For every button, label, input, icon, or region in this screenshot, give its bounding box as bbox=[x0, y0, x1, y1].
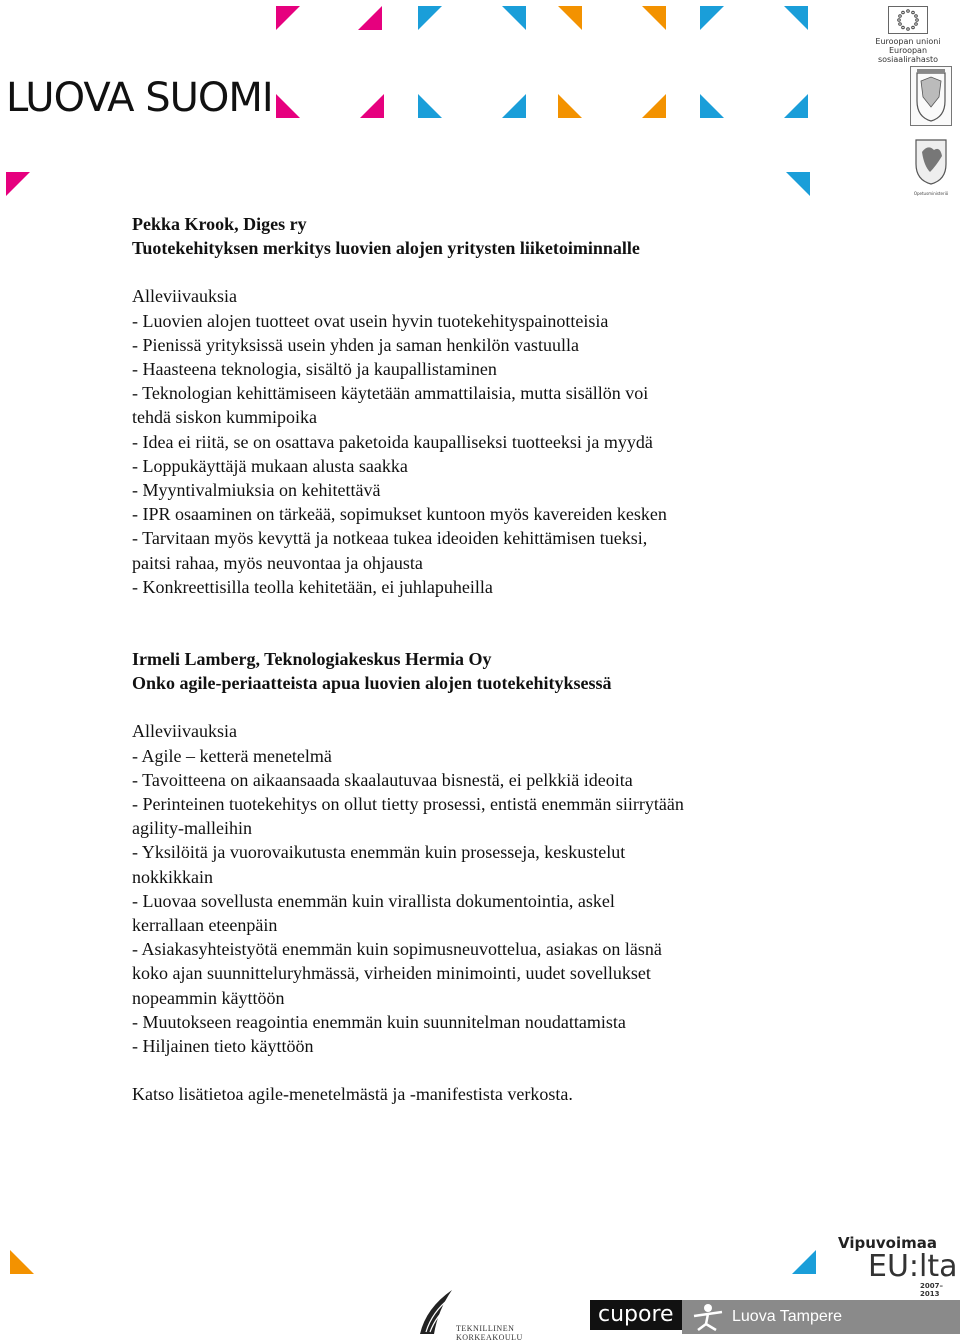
vipuvoimaa-eu: EU:lta bbox=[868, 1249, 958, 1284]
tkk-logo bbox=[416, 1288, 576, 1342]
ministry-crest-icon bbox=[910, 136, 952, 196]
tkk-text: TEKNILLINEN KORKEAKOULU bbox=[456, 1324, 523, 1342]
document-body bbox=[132, 212, 792, 1107]
list-item: - Konkreettisilla teolla kehitetään, ei juhlapuheilla bbox=[132, 576, 493, 597]
list-item: tehdä siskon kummipoika bbox=[132, 407, 317, 428]
triangle-decor bbox=[558, 6, 582, 30]
list-item: - Tavoitteena on aikaansaada skaalautuvaa bisnestä, ei pelkkiä ideoita bbox=[132, 769, 633, 790]
triangle-decor bbox=[642, 94, 666, 118]
triangle-decor bbox=[276, 94, 300, 118]
vipuvoimaa-logo bbox=[838, 1234, 956, 1298]
vipuvoimaa-years: 2007–2013 bbox=[920, 1282, 943, 1298]
list-item: - Pienissä yrityksissä usein yhden ja saman henkilön vastuulla bbox=[132, 334, 579, 355]
eu-flag-icon bbox=[888, 6, 928, 34]
triangle-decor bbox=[502, 6, 526, 30]
list-item: koko ajan suunnitteluryhmässä, virheiden minimointi, uudet sovellukset bbox=[132, 963, 651, 984]
triangle-decor bbox=[642, 6, 666, 30]
coat-of-arms-icon bbox=[910, 66, 952, 126]
closing-note: Katso lisätietoa agile-menetelmästä ja -manifestista verkosta. bbox=[132, 1084, 573, 1105]
list-item: - Haasteena teknologia, sisältö ja kaupallistaminen bbox=[132, 359, 497, 380]
speaker-name: Irmeli Lamberg, Teknologiakeskus Hermia Oy bbox=[132, 649, 492, 670]
triangle-decor bbox=[784, 6, 808, 30]
list-item: - Hiljainen tieto käyttöön bbox=[132, 1036, 314, 1057]
eu-caption-line2: Euroopan sosiaalirahasto bbox=[877, 46, 939, 64]
crest-caption: Opetusministeriö bbox=[913, 191, 949, 196]
list-item: - Tarvitaan myös kevyttä ja notkeaa tukea ideoiden kehittämisen tueksi, bbox=[132, 528, 648, 549]
triangle-decor bbox=[276, 6, 300, 30]
list-item: - Idea ei riitä, se on osattava paketoida kaupalliseksi tuotteeksi ja myydä bbox=[132, 431, 653, 452]
list-item: paitsi rahaa, myös neuvontaa ja ohjausta bbox=[132, 552, 423, 573]
list-item: - IPR osaaminen on tärkeää, sopimukset kuntoon myös kavereiden kesken bbox=[132, 504, 667, 525]
list-item: - Perinteinen tuotekehitys on ollut tietty prosessi, entistä enemmän siirrytään bbox=[132, 794, 684, 815]
list-item: - Teknologian kehittämiseen käytetään ammattilaisia, mutta sisällön voi bbox=[132, 383, 649, 404]
triangle-decor bbox=[784, 94, 808, 118]
triangle-decor bbox=[700, 94, 724, 118]
triangle-decor bbox=[418, 94, 442, 118]
triangle-decor bbox=[360, 94, 384, 118]
list-item: nopeammin käyttöön bbox=[132, 987, 285, 1008]
vipuvoimaa-title: Vipuvoimaa bbox=[838, 1234, 938, 1252]
list-item: - Yksilöitä ja vuorovaikutusta enemmän kuin prosesseja, keskustelut bbox=[132, 842, 626, 863]
section-lamberg bbox=[132, 647, 792, 1106]
luova-tampere-label: Luova Tampere bbox=[732, 1308, 842, 1325]
list-item: - Asiakasyhteistyötä enemmän kuin sopimusneuvottelua, asiakas on läsnä bbox=[132, 939, 662, 960]
list-item: - Myyntivalmiuksia on kehitettävä bbox=[132, 480, 381, 501]
triangle-decor bbox=[792, 1250, 816, 1274]
cupore-logo: cupore bbox=[590, 1300, 682, 1330]
list-item: - Loppukäyttäjä mukaan alusta saakka bbox=[132, 455, 408, 476]
list-item: - Muutokseen reagointia enemmän kuin suunnitelman noudattamista bbox=[132, 1011, 626, 1032]
triangle-decor bbox=[6, 172, 30, 196]
list-item: agility-malleihin bbox=[132, 818, 252, 839]
section-heading: Alleviivauksia bbox=[132, 721, 237, 742]
talk-title: Tuotekehityksen merkitys luovien alojen yritysten liiketoiminnalle bbox=[132, 238, 640, 259]
tampere-figure-icon bbox=[688, 1302, 728, 1332]
list-item: - Luovaa sovellusta enemmän kuin virallista dokumentointia, askel bbox=[132, 890, 615, 911]
luova-suomi-logo: LUOVA SUOMI bbox=[6, 75, 273, 121]
triangle-decor bbox=[700, 6, 724, 30]
triangle-decor bbox=[786, 172, 810, 196]
eu-caption-line1: Euroopan unioni bbox=[875, 37, 941, 46]
section-heading: Alleviivauksia bbox=[132, 286, 237, 307]
triangle-decor bbox=[502, 94, 526, 118]
triangle-decor bbox=[418, 6, 442, 30]
list-item: kerrallaan eteenpäin bbox=[132, 915, 278, 936]
triangle-decor bbox=[10, 1250, 34, 1274]
tkk-emblem-icon bbox=[416, 1288, 456, 1336]
list-item: - Agile – ketterä menetelmä bbox=[132, 745, 332, 766]
list-item: nokkikkain bbox=[132, 866, 213, 887]
eu-logo bbox=[860, 6, 956, 64]
speaker-name: Pekka Krook, Diges ry bbox=[132, 214, 307, 234]
list-item: - Luovien alojen tuotteet ovat usein hyvin tuotekehityspainotteisia bbox=[132, 310, 609, 331]
triangle-decor bbox=[558, 94, 582, 118]
section-krook bbox=[132, 212, 792, 599]
luova-tampere-logo bbox=[682, 1300, 960, 1334]
triangle-decor bbox=[358, 6, 382, 30]
talk-title: Onko agile-periaatteista apua luovien alojen tuotekehityksessä bbox=[132, 673, 612, 694]
